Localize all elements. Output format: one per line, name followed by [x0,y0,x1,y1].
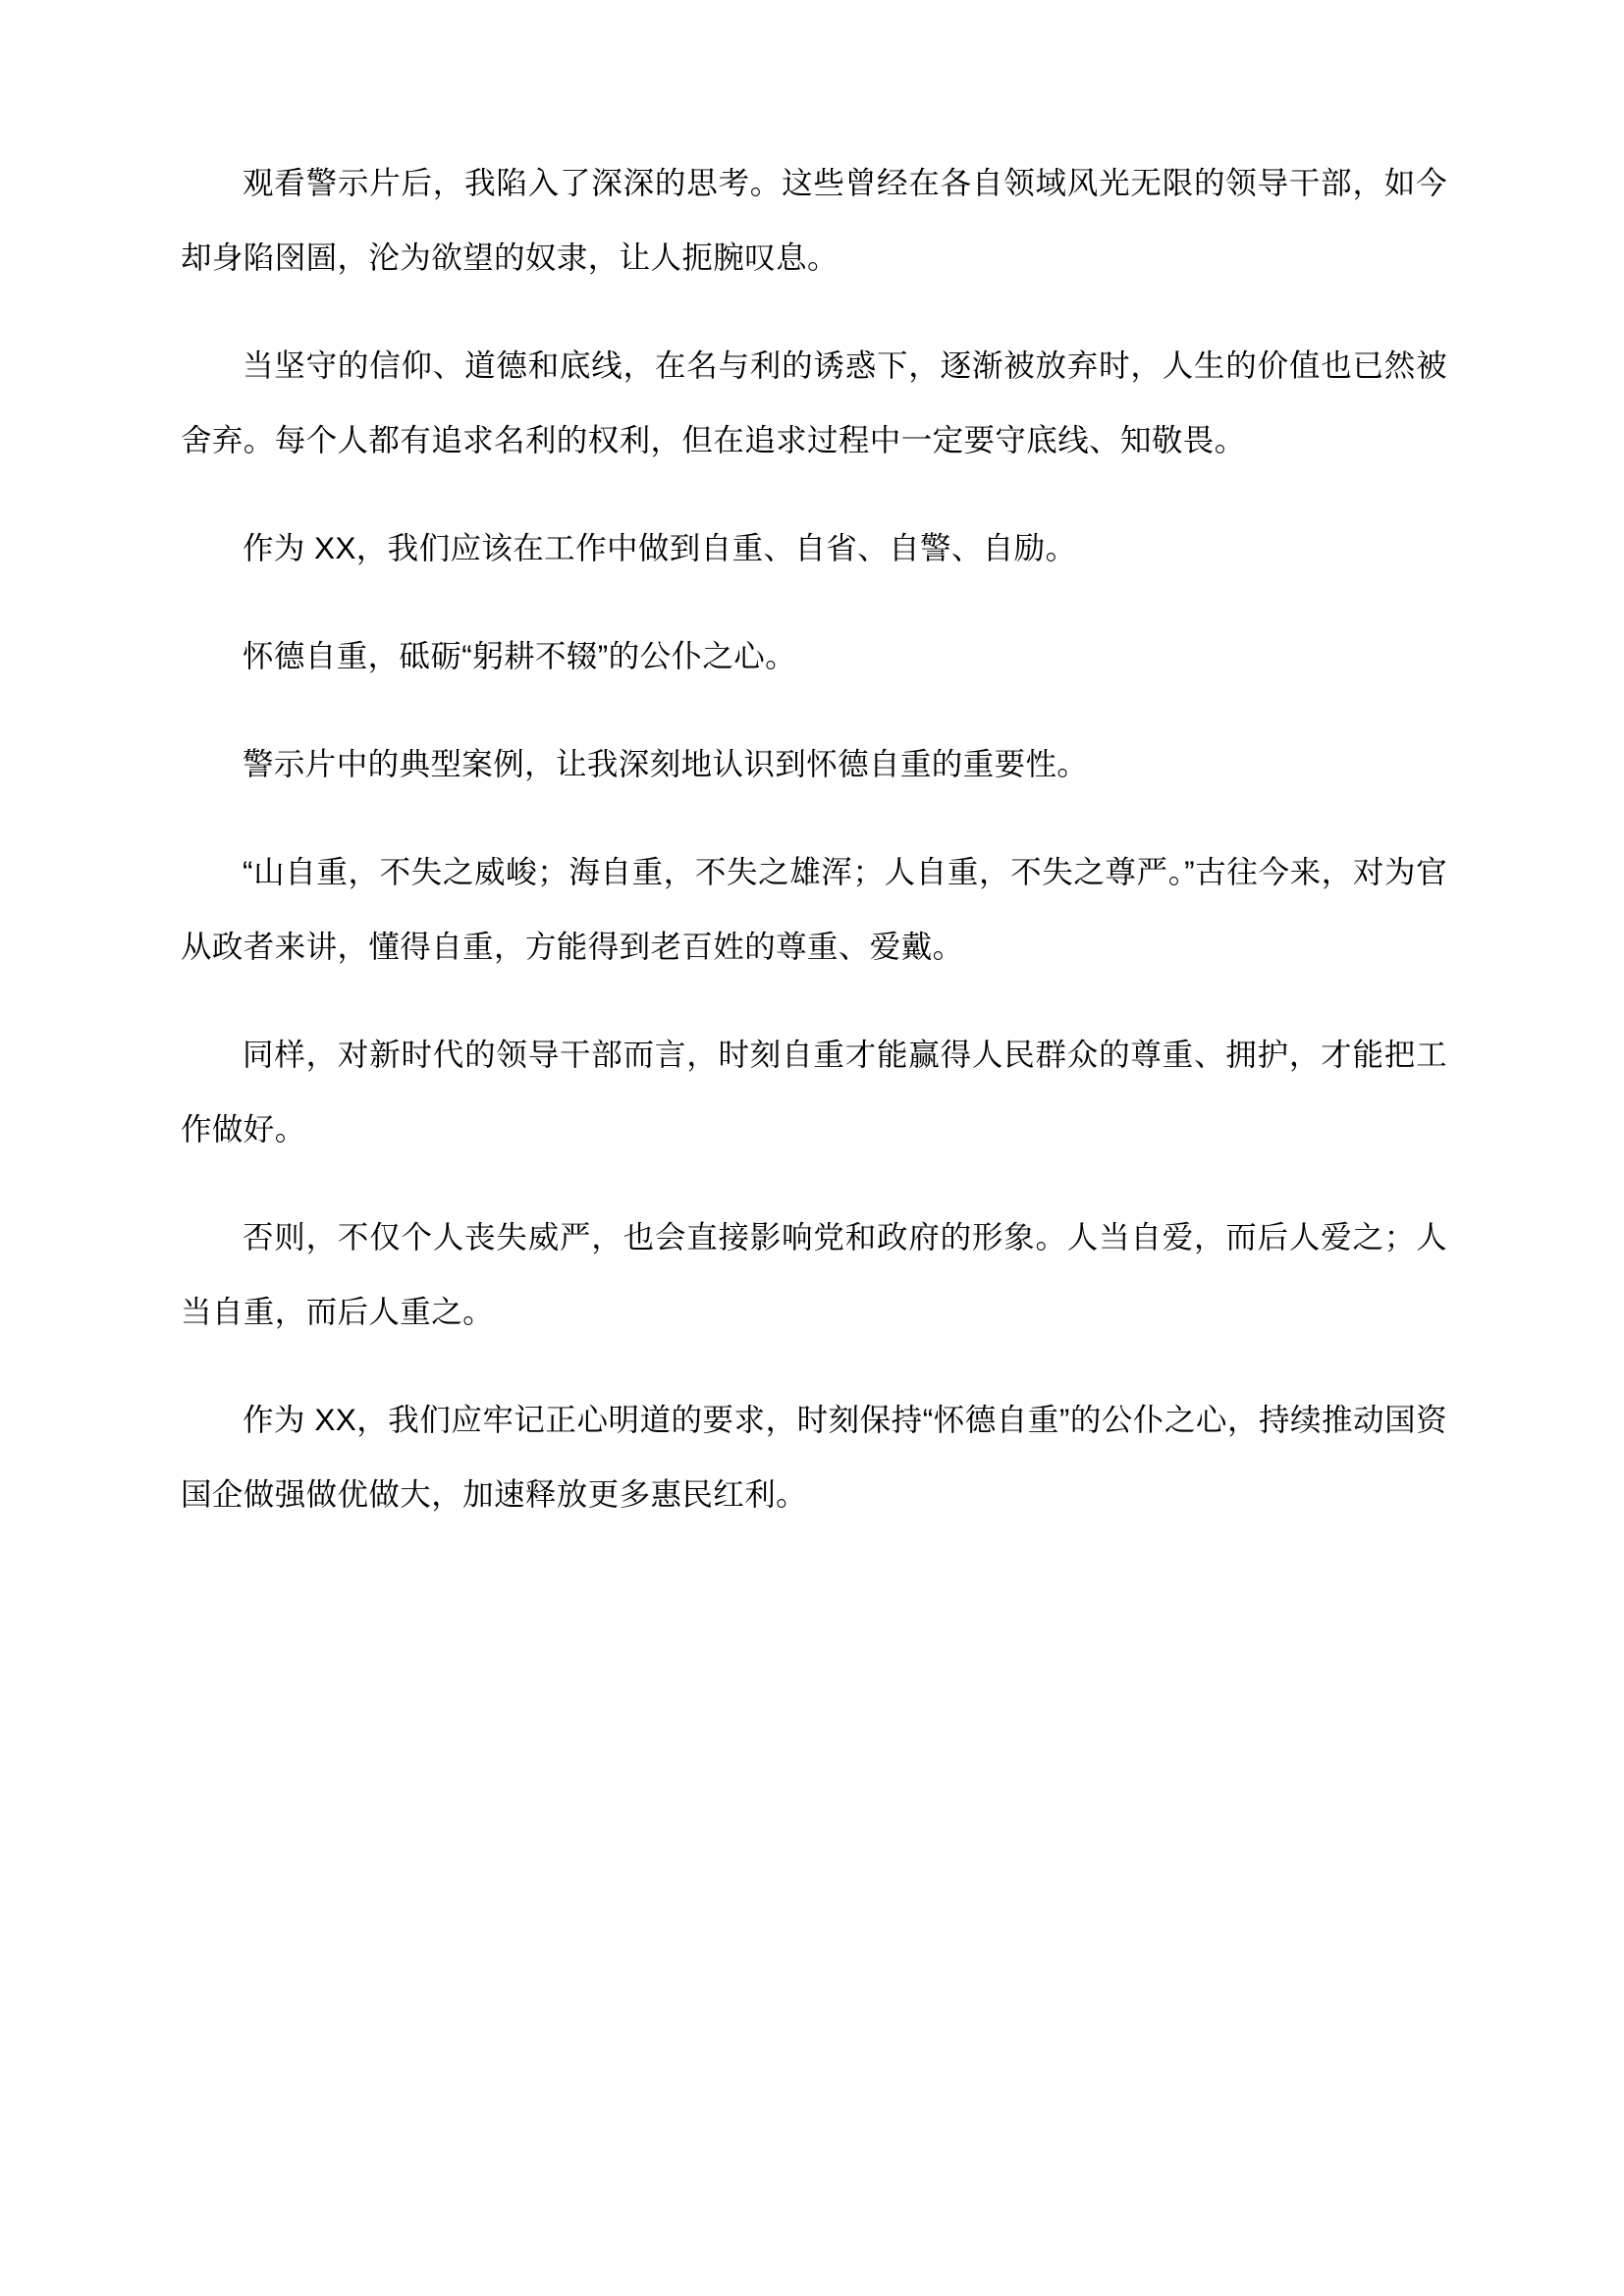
document-body [181,145,1447,1531]
paragraph-4: 怀德自重，砥砺“躬耕不辍”的公仆之心。 [243,638,797,673]
paragraph-6: “山自重，不失之威峻；海自重，不失之雄浑；人自重，不失之尊严。”古往今来，对为官从政者来讲，懂得自重，方能得到老百姓的尊重、爱戴。 [181,854,1447,964]
paragraph-3: 作为 XX，我们应该在工作中做到自重、自省、自警、自励。 [243,530,1077,565]
paragraph-1: 观看警示片后，我陷入了深深的思考。这些曾经在各自领域风光无限的领导干部，如今却身陷囹圄，沦为欲望的奴隶，让人扼腕叹息。 [181,165,1447,275]
paragraph-9: 作为 XX，我们应牢记正心明道的要求，时刻保持“怀德自重”的公仆之心，持续推动国资国企做强做优做大，加速释放更多惠民红利。 [181,1402,1447,1512]
paragraph-5: 警示片中的典型案例，让我深刻地认识到怀德自重的重要性。 [243,746,1089,781]
paragraph-8: 否则，不仅个人丧失威严，也会直接影响党和政府的形象。人当自爱，而后人爱之；人当自重，而后人重之。 [181,1219,1447,1329]
paragraph-7: 同样，对新时代的领导干部而言，时刻自重才能赢得人民群众的尊重、拥护，才能把工作做好。 [181,1037,1447,1147]
paragraph-2: 当坚守的信仰、道德和底线，在名与利的诱惑下，逐渐被放弃时，人生的价值也已然被舍弃。每个人都有追求名利的权利，但在追求过程中一定要守底线、知敬畏。 [181,347,1447,457]
